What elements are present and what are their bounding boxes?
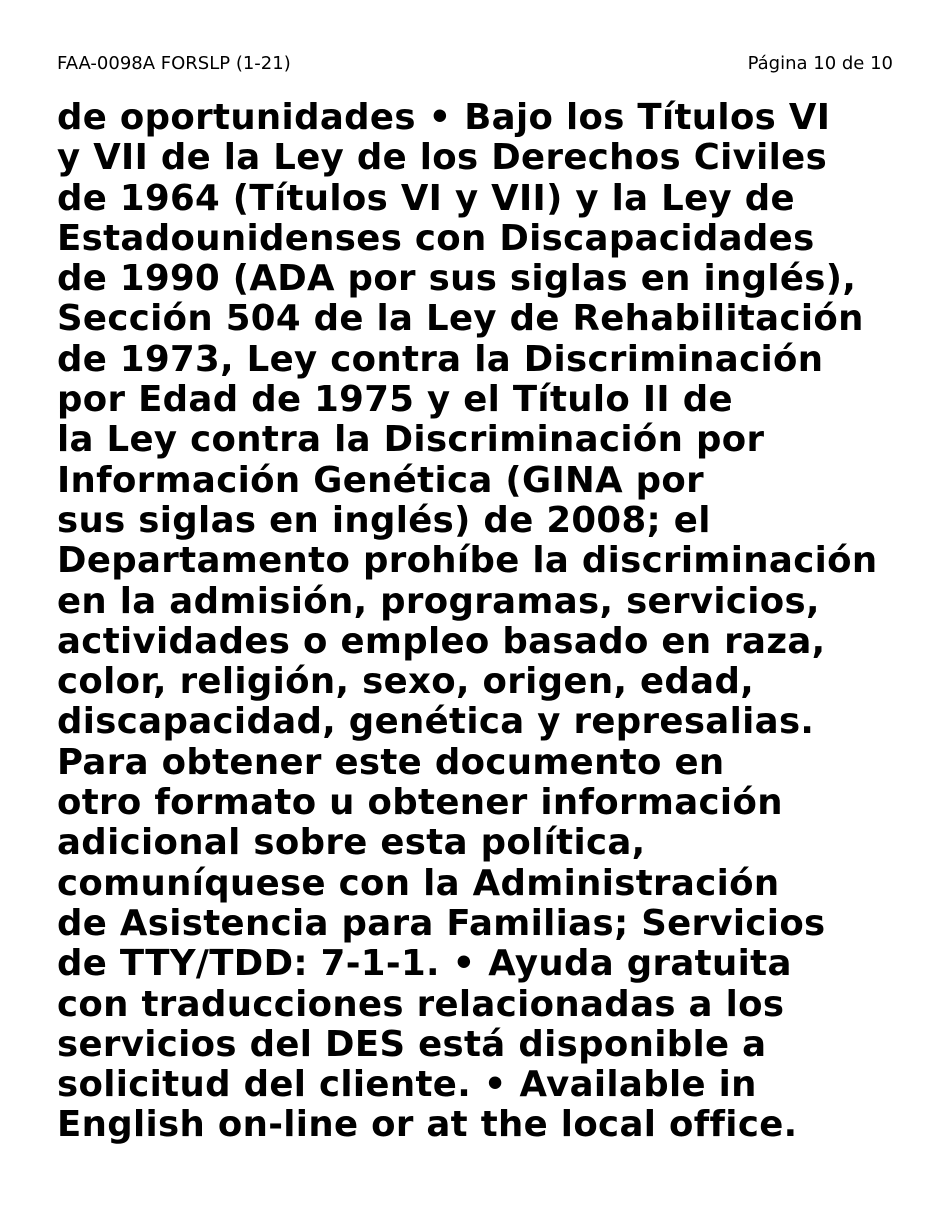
- page-header: [57, 50, 893, 78]
- page-number: Página 10 de 10: [747, 53, 893, 74]
- notice-line: de 1990 (ADA por sus siglas en inglés),: [57, 258, 857, 300]
- notice-line: en la admisión, programas, servicios,: [57, 580, 820, 622]
- notice-line: la Ley contra la Discriminación por: [57, 419, 765, 461]
- notice-line: color, religión, sexo, origen, edad,: [57, 661, 755, 703]
- notice-line: de 1964 (Títulos VI y VII) y la Ley de: [57, 177, 795, 219]
- notice-line: adicional sobre esta política,: [57, 822, 646, 864]
- notice-line: por Edad de 1975 y el Título II de: [57, 379, 733, 421]
- notice-line: de TTY/TDD: 7-1-1. • Ayuda gratuita: [57, 943, 792, 985]
- notice-line: otro formato u obtener información: [57, 782, 783, 824]
- notice-line: English on-line or at the local office.: [57, 1104, 798, 1146]
- notice-line: Información Genética (GINA por: [57, 459, 704, 501]
- notice-line: Para obtener este documento en: [57, 741, 725, 783]
- nondiscrimination-notice: [57, 98, 937, 1146]
- notice-line: solicitud del cliente. • Available in: [57, 1064, 757, 1106]
- notice-line: de oportunidades • Bajo los Títulos VI: [57, 97, 831, 138]
- notice-line: Departamento prohíbe la discriminación: [57, 540, 878, 582]
- form-id: FAA-0098A FORSLP (1-21): [57, 53, 291, 74]
- notice-line: comuníquese con la Administración: [57, 862, 780, 904]
- notice-line: de 1973, Ley contra la Discriminación: [57, 338, 824, 380]
- notice-line: con traducciones relacionadas a los: [57, 983, 785, 1025]
- notice-line: Estadounidenses con Discapacidades: [57, 217, 815, 259]
- notice-line: discapacidad, genética y represalias.: [57, 701, 815, 743]
- notice-line: actividades o empleo basado en raza,: [57, 620, 826, 662]
- notice-line: servicios del DES está disponible a: [57, 1023, 767, 1065]
- notice-line: y VII de la Ley de los Derechos Civiles: [57, 137, 828, 179]
- notice-line: sus siglas en inglés) de 2008; el: [57, 499, 711, 541]
- notice-line: Sección 504 de la Ley de Rehabilitación: [57, 298, 864, 340]
- notice-line: de Asistencia para Familias; Servicios: [57, 902, 826, 944]
